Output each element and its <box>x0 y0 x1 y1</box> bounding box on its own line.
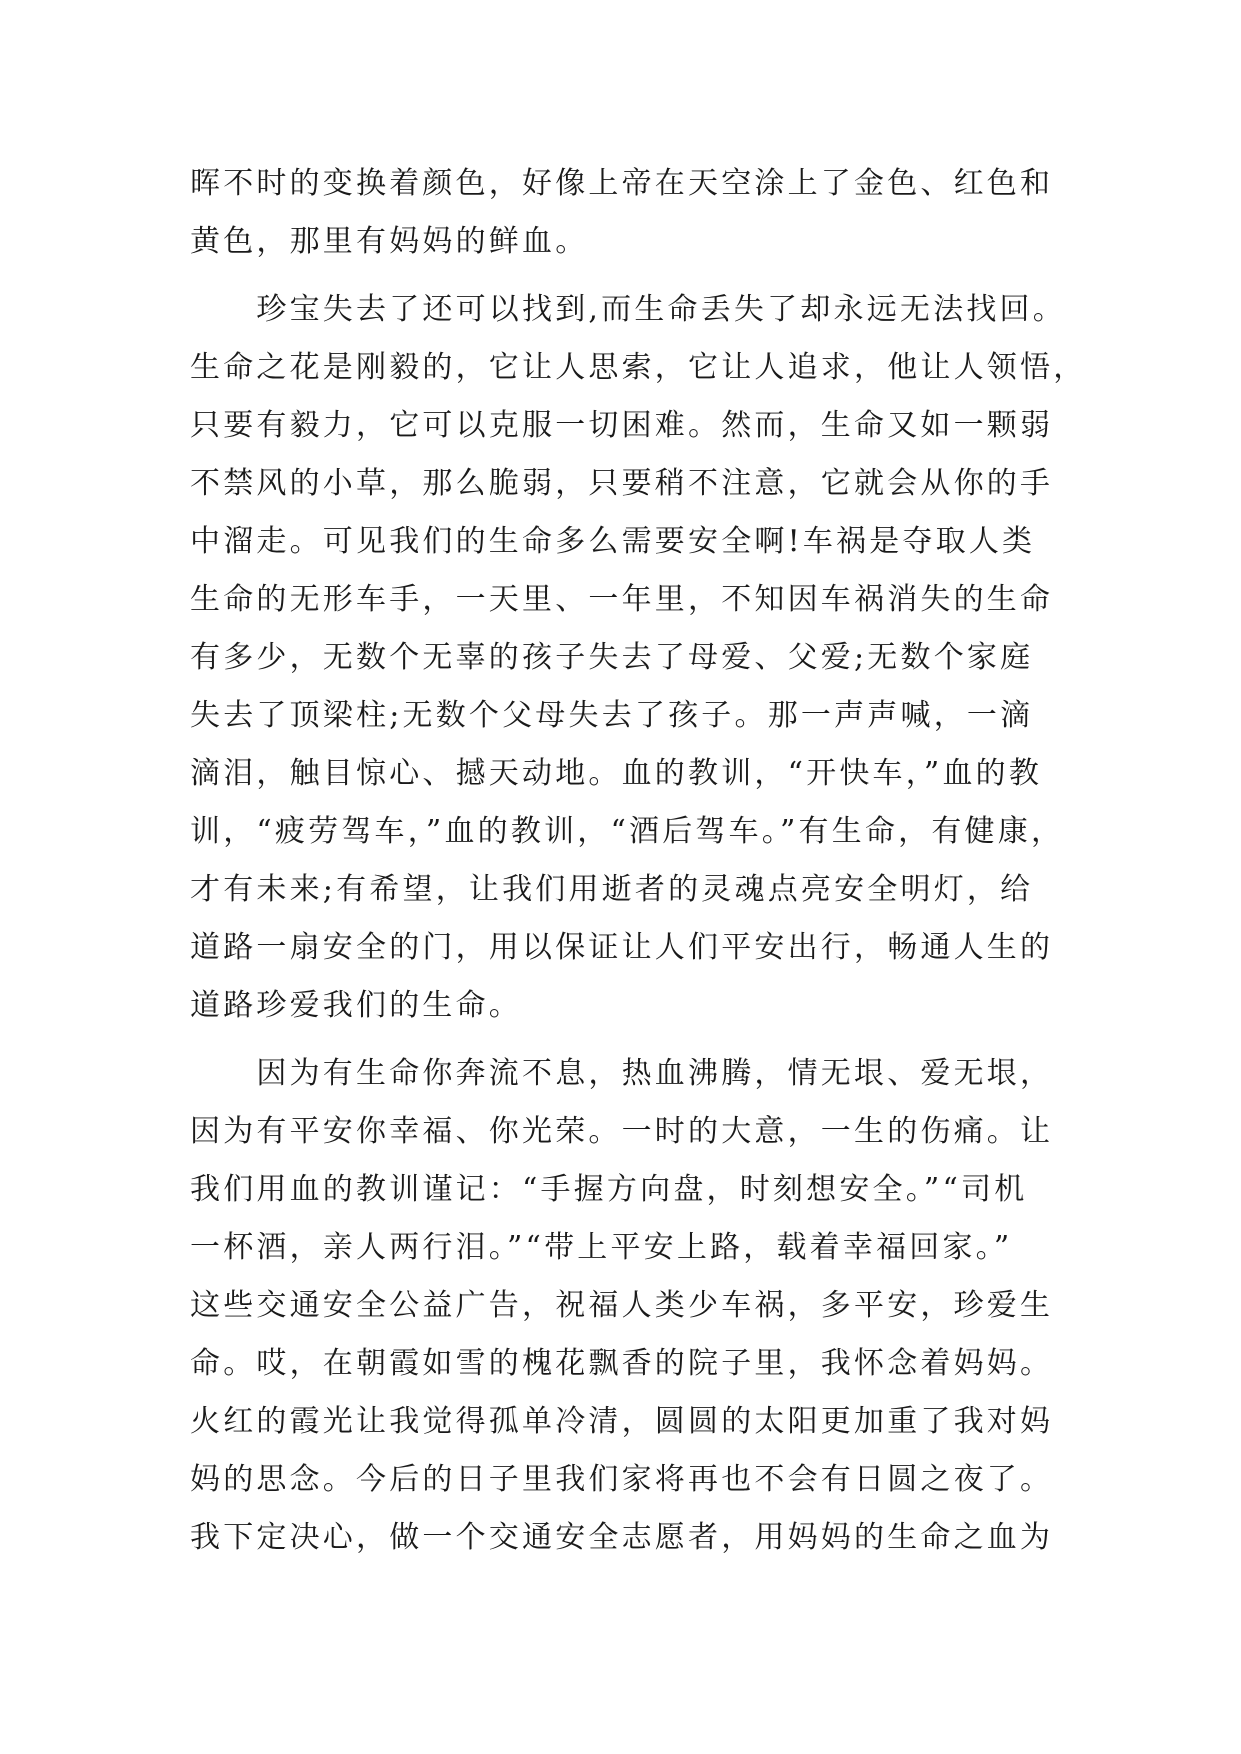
text-line: 才有未来;有希望，让我们用逝者的灵魂点亮安全明灯，给 <box>190 872 1034 907</box>
text-line: 命。哎，在朝霞如雪的槐花飘香的院子里，我怀念着妈妈。 <box>190 1346 1054 1381</box>
document-body <box>190 155 1090 1567</box>
text-line: 道路一扇安全的门，用以保证让人们平安出行，畅通人生的 <box>190 930 1054 965</box>
text-line: 一杯酒，亲人两行泪。”“带上平安上路，载着幸福回家。” <box>190 1230 1013 1265</box>
text-line: 生命之花是刚毅的，它让人思索，它让人追求，他让人领悟， <box>190 350 1087 385</box>
text-line: 生命的无形车手，一天里、一年里，不知因车祸消失的生命 <box>190 582 1054 617</box>
text-line: 不禁风的小草，那么脆弱，只要稍不注意，它就会从你的手 <box>190 466 1054 501</box>
text-line: 我们用血的教训谨记：“手握方向盘，时刻想安全。”“司机 <box>190 1172 1028 1207</box>
text-line: 有多少，无数个无辜的孩子失去了母爱、父爱;无数个家庭 <box>190 640 1034 675</box>
text-line: 只要有毅力，它可以克服一切困难。然而，生命又如一颗弱 <box>190 408 1054 443</box>
text-line: 道路珍爱我们的生命。 <box>190 988 522 1023</box>
text-line: 珍宝失去了还可以找到,而生命丢失了却永远无法找回。 <box>190 292 1066 327</box>
paragraph <box>190 1045 1090 1567</box>
text-line: 因为有生命你奔流不息，热血沸腾，情无垠、爱无垠， <box>190 1056 1054 1091</box>
paragraph <box>190 281 1090 1035</box>
text-line: 黄色，那里有妈妈的鲜血。 <box>190 224 589 259</box>
text-line: 我下定决心，做一个交通安全志愿者，用妈妈的生命之血为 <box>190 1520 1054 1555</box>
text-line: 晖不时的变换着颜色，好像上帝在天空涂上了金色、红色和 <box>190 166 1054 201</box>
text-line: 训，“疲劳驾车，”血的教训，“酒后驾车。”有生命，有健康， <box>190 814 1065 849</box>
text-line: 滴泪，触目惊心、撼天动地。血的教训，“开快车，”血的教 <box>190 756 1043 791</box>
text-line: 这些交通安全公益广告，祝福人类少车祸，多平安，珍爱生 <box>190 1288 1054 1323</box>
text-line: 中溜走。可见我们的生命多么需要安全啊!车祸是夺取人类 <box>190 524 1036 559</box>
text-line: 失去了顶梁柱;无数个父母失去了孩子。那一声声喊，一滴 <box>190 698 1034 733</box>
text-line: 妈的思念。今后的日子里我们家将再也不会有日圆之夜了。 <box>190 1462 1054 1497</box>
text-line: 因为有平安你幸福、你光荣。一时的大意，一生的伤痛。让 <box>190 1114 1054 1149</box>
paragraph <box>190 155 1090 271</box>
text-line: 火红的霞光让我觉得孤单冷清，圆圆的太阳更加重了我对妈 <box>190 1404 1054 1439</box>
